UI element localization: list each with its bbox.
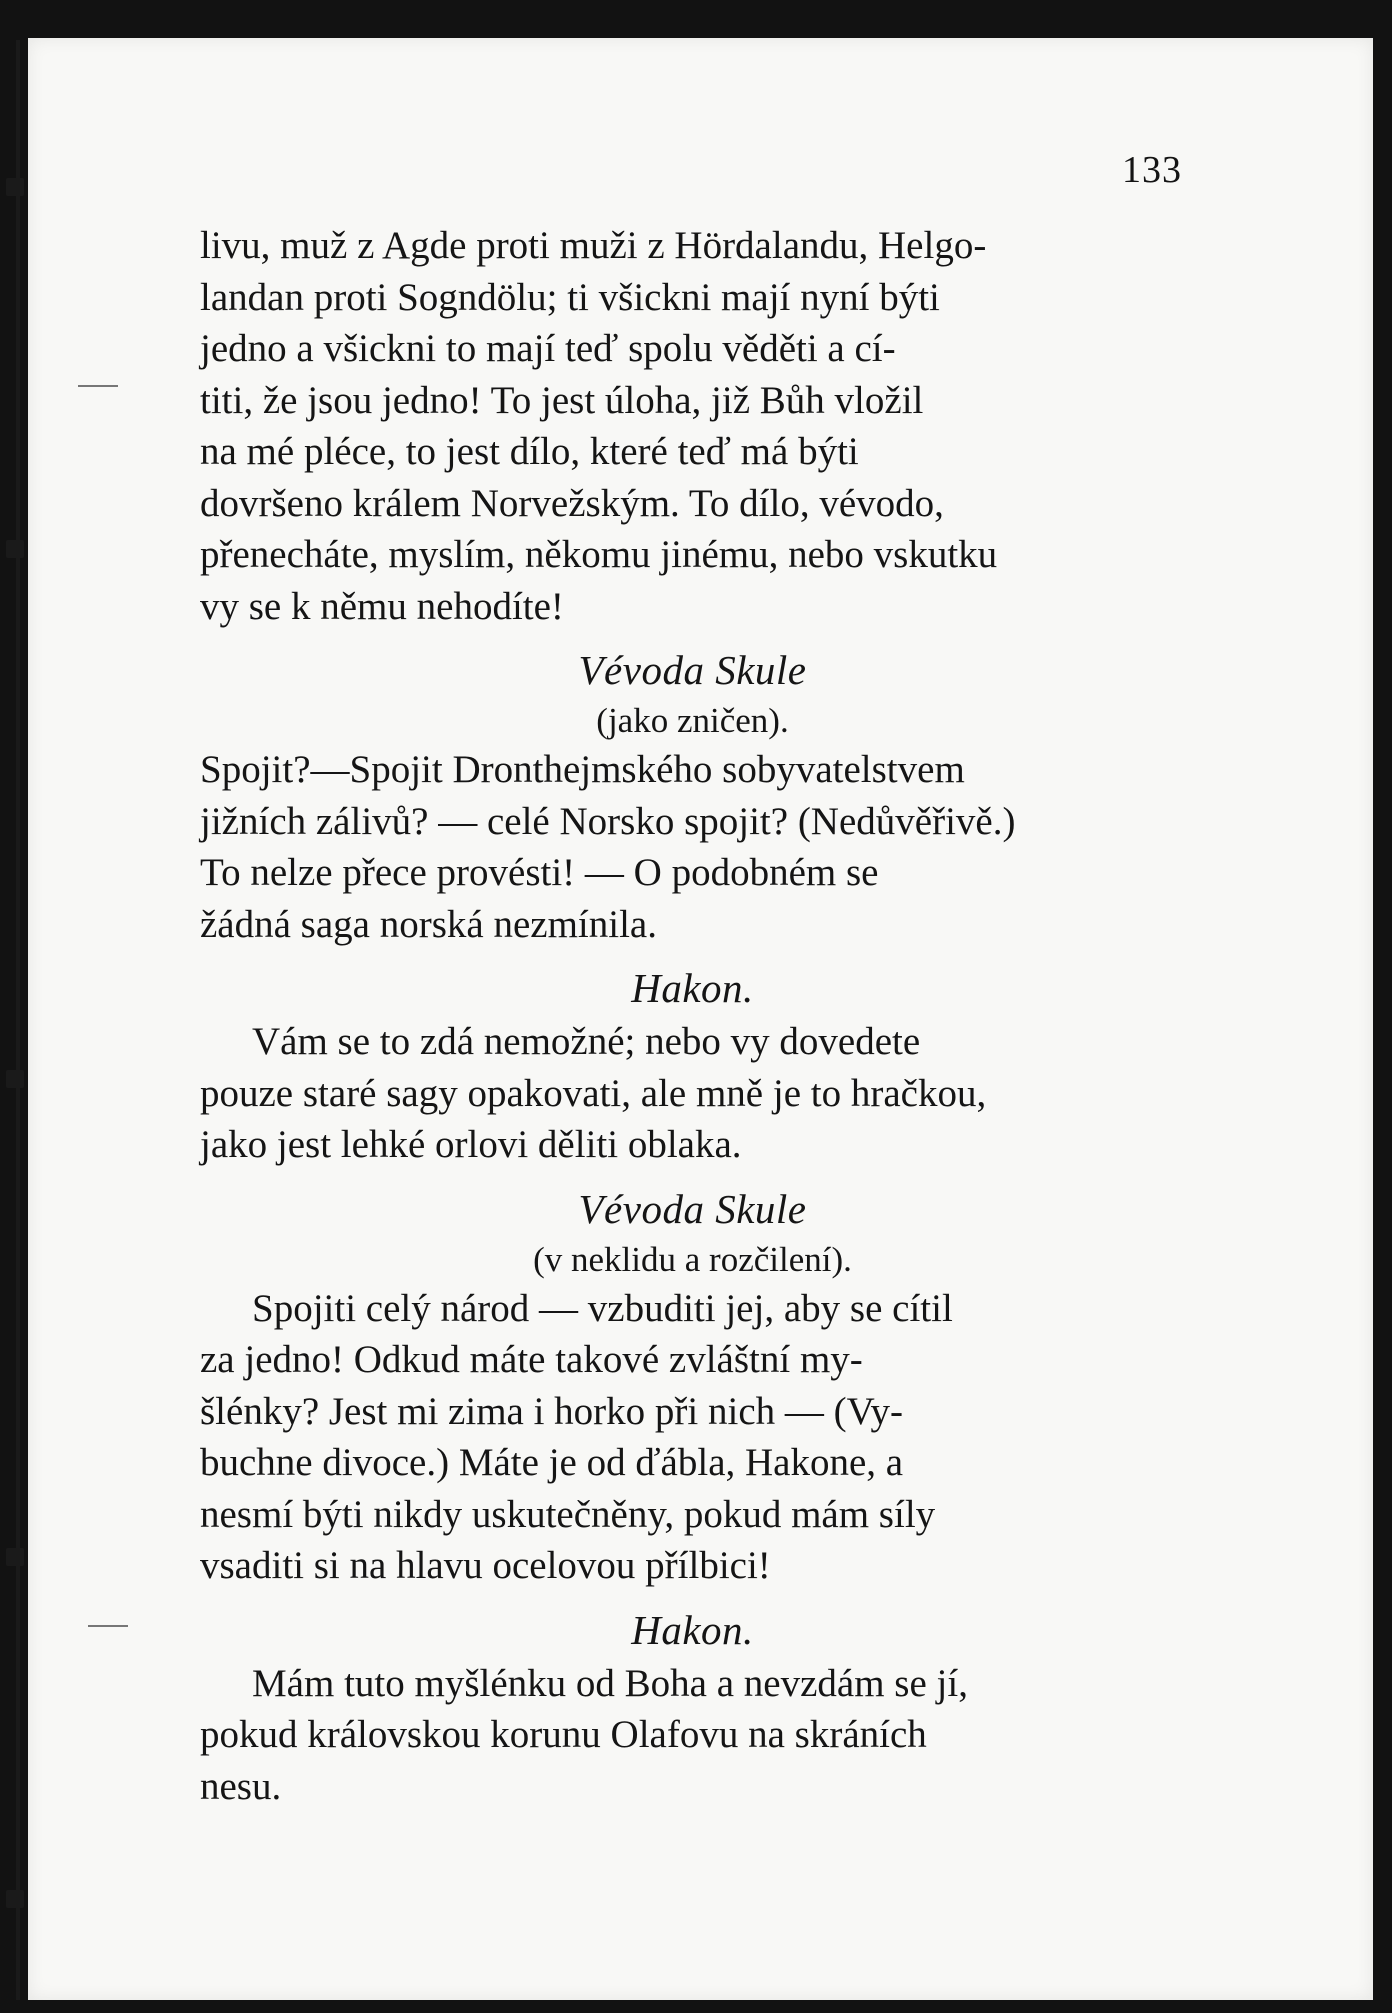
margin-mark bbox=[88, 1625, 128, 1627]
speaker-name: Hakon. bbox=[631, 965, 754, 1011]
speaker-name: Vévoda Skule bbox=[578, 647, 807, 693]
text-line: titi, že jsou jedno! To jest úloha, již Bůh vložil bbox=[200, 378, 924, 422]
speech-paragraph bbox=[200, 1016, 1185, 1171]
text-line: dovršeno králem Norvežským. To dílo, vévodo, bbox=[200, 481, 944, 525]
text-line: vsaditi si na hlavu ocelovou přílbici! bbox=[200, 1544, 771, 1587]
text-line: nesu. bbox=[200, 1764, 282, 1808]
speaker-name: Vévoda Skule bbox=[578, 1185, 807, 1232]
speech-paragraph bbox=[200, 744, 1185, 950]
speaker-name: Hakon. bbox=[631, 1606, 754, 1653]
text-line: Spojiti celý národ — vzbuditi jej, aby se cítil bbox=[252, 1286, 953, 1330]
text-line: pokud královskou korunu Olafovu na skráních bbox=[200, 1713, 927, 1756]
text-line: Vám se to zdá nemožné; nebo vy dovedete bbox=[252, 1020, 921, 1063]
text-line: šlénky? Jest mi zima i horko při nich — (Vy- bbox=[200, 1389, 903, 1433]
text-line: vy se k němu nehodíte! bbox=[200, 584, 564, 628]
text-line: livu, muž z Agde proti muži z Hördalandu, Helgo- bbox=[200, 224, 987, 267]
binding-edge bbox=[16, 40, 20, 2000]
text-line: To nelze přece provésti! — O podobném se bbox=[200, 851, 879, 894]
binding-mark bbox=[6, 1070, 24, 1088]
text-line: landan proti Sogndölu; ti všickni mají nyní býti bbox=[200, 275, 940, 319]
speech-paragraph bbox=[200, 1658, 1185, 1813]
text-line: jedno a všickni to mají teď spolu věděti a cí- bbox=[200, 327, 896, 370]
speech-paragraph bbox=[200, 1283, 1185, 1592]
text-line: přenecháte, myslím, někomu jinému, nebo vskutku bbox=[200, 533, 998, 576]
binding-mark bbox=[6, 1548, 24, 1566]
text-line: Mám tuto myšlénku od Boha a nevzdám se jí, bbox=[252, 1661, 968, 1705]
text-line: za jedno! Odkud máte takové zvláštní my- bbox=[200, 1338, 863, 1381]
page-text bbox=[200, 220, 1185, 1812]
text-line: jižních zálivů? — celé Norsko spojit? (Nedůvěřivě.) bbox=[200, 799, 1016, 843]
margin-mark bbox=[78, 385, 118, 387]
text-line: buchne divoce.) Máte je od ďábla, Hakone, a bbox=[200, 1441, 904, 1484]
text-line: jako jest lehké orlovi děliti oblaka. bbox=[200, 1123, 742, 1166]
text-line: pouze staré sagy opakovati, ale mně je to hračkou, bbox=[200, 1071, 987, 1115]
opening-paragraph bbox=[200, 220, 1185, 632]
page-number: 133 bbox=[1122, 149, 1182, 191]
binding-mark bbox=[6, 178, 24, 196]
binding-mark bbox=[6, 1890, 24, 1908]
text-line: na mé pléce, to jest dílo, které teď má býti bbox=[200, 430, 859, 473]
text-line: Spojit?—Spojit Dronthejmského sobyvatelstvem bbox=[200, 748, 965, 791]
stage-direction: (jako zničen). bbox=[596, 701, 789, 740]
binding-mark bbox=[6, 540, 24, 558]
stage-direction: (v neklidu a rozčilení). bbox=[533, 1239, 852, 1279]
text-line: nesmí býti nikdy uskutečněny, pokud mám síly bbox=[200, 1492, 936, 1536]
text-line: žádná saga norská nezmínila. bbox=[200, 902, 657, 946]
